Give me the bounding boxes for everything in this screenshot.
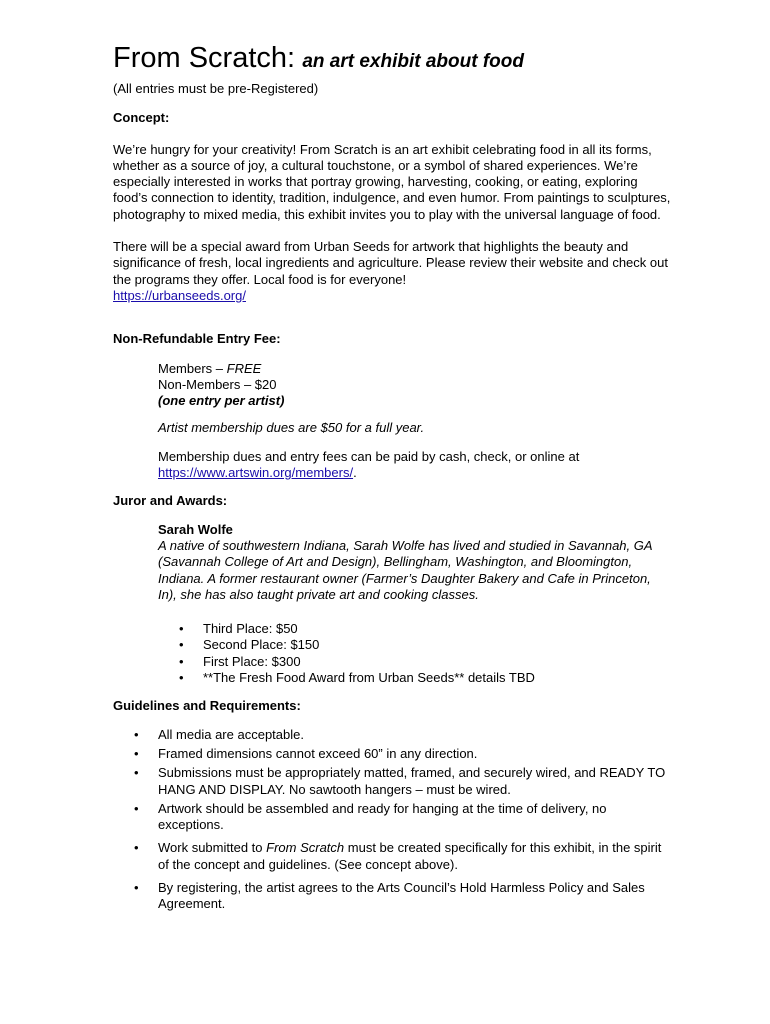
bullet-icon: • <box>134 800 139 816</box>
title-main: From Scratch: <box>113 42 296 74</box>
registration-note: (All entries must be pre-Registered) <box>113 81 319 96</box>
exhibit-name: From Scratch <box>266 840 345 856</box>
bullet-icon: • <box>179 653 184 669</box>
bullet-icon: • <box>134 745 139 761</box>
guidelines-heading: Guidelines and Requirements: <box>113 698 301 714</box>
guidelines-list <box>134 726 673 913</box>
list-item <box>179 637 673 653</box>
concept-paragraph-1: We’re hungry for your creativity! From Scratch is an art exhibit celebrating food in all its forms, whether as a source of joy, a cultural touchstone, or a symbol of shared experiences. We’re especially interested in works that portray growing, harvesting, cooking, or eating, exploring food’s connection to identity, tradition, indulgence, and even humor. From paintings to sculptures, photography to mixed media, this exhibit invites you to play with the universal language of food. <box>113 141 671 222</box>
guideline-prefix: Work submitted to <box>158 840 267 856</box>
fee-list <box>158 361 673 410</box>
members-label: Members – <box>158 360 227 376</box>
bullet-icon: • <box>134 765 139 781</box>
urbanseeds-link[interactable]: https://urbanseeds.org/ <box>113 287 246 303</box>
list-item <box>134 745 673 762</box>
list-item <box>134 800 673 834</box>
bullet-icon: • <box>179 621 184 637</box>
payment-text: Membership dues and entry fees can be paid by cash, check, or online at <box>158 448 580 464</box>
guideline-text: Submissions must be appropriately matted, framed, and securely wired, and READY TO HANG AND DISPLAY. No sawtooth hangers – must be wired. <box>158 765 666 797</box>
payment-end: . <box>353 465 357 481</box>
concept-paragraph-2-text: There will be a special award from Urban Seeds for artwork that highlights the beauty and significance of fresh, local ingredients and agriculture. Please review their website and check out the programs they offer. Local food is for everyone! <box>113 239 668 287</box>
guideline-suffix: must be created specifically for this exhibit, in <box>344 840 609 856</box>
guideline-text: All media are acceptable. <box>158 726 304 742</box>
guideline-continuation: the spirit of the concept and guidelines. (See concept above). <box>158 840 662 872</box>
concept-paragraph-2 <box>113 239 673 304</box>
award-fresh-food: **The Fresh Food Award from Urban Seeds** details TBD <box>203 670 535 686</box>
bullet-icon: • <box>134 840 139 856</box>
payment-info <box>158 449 673 482</box>
award-second: Second Place: $150 <box>203 637 320 653</box>
award-third: Third Place: $50 <box>203 621 298 637</box>
bullet-icon: • <box>179 670 184 686</box>
juror-name: Sarah Wolfe <box>158 521 233 537</box>
list-item <box>134 840 673 873</box>
page-title <box>113 40 673 80</box>
members-value: FREE <box>226 360 262 376</box>
guideline-text <box>158 840 661 871</box>
membership-dues: Artist membership dues are $50 for a full year. <box>158 420 425 436</box>
list-item <box>179 670 673 686</box>
bullet-icon: • <box>134 726 139 742</box>
award-first: First Place: $300 <box>203 653 301 669</box>
juror-bio: A native of southwestern Indiana, Sarah Wolfe has lived and studied in Savannah, GA (Savannah College of Art and Design), Bellingham, Washington, and Bloomington, Indiana. A former restaurant owner (Farmer’s Daughter Bakery and Cafe in Princeton, In), she has also taught private art and cooking classes. <box>158 537 653 602</box>
juror-heading: Juror and Awards: <box>113 493 228 509</box>
artswin-members-link[interactable]: https://www.artswin.org/members/ <box>158 465 354 481</box>
list-item <box>134 879 673 913</box>
guideline-text: By registering, the artist agrees to the Arts Council’s Hold Harmless Policy and Sales Agreement. <box>158 879 645 912</box>
guideline-text: Artwork should be assembled and ready for hanging at the time of delivery, no exceptions. <box>158 800 607 833</box>
awards-list <box>179 621 673 686</box>
title-subtitle: an art exhibit about food <box>302 51 524 72</box>
members-fee <box>158 361 673 377</box>
entry-limit: (one entry per artist) <box>158 393 285 409</box>
bullet-icon: • <box>134 879 139 895</box>
document-page <box>113 40 673 916</box>
guideline-text: Framed dimensions cannot exceed 60” in any direction. <box>158 745 478 761</box>
list-item <box>179 621 673 637</box>
nonmembers-fee: Non-Members – $20 <box>158 376 277 392</box>
bullet-icon: • <box>179 637 184 653</box>
list-item <box>179 653 673 670</box>
list-item <box>134 765 673 798</box>
list-item <box>134 726 673 743</box>
concept-heading: Concept: <box>113 110 170 126</box>
entry-fee-heading: Non-Refundable Entry Fee: <box>113 331 281 347</box>
